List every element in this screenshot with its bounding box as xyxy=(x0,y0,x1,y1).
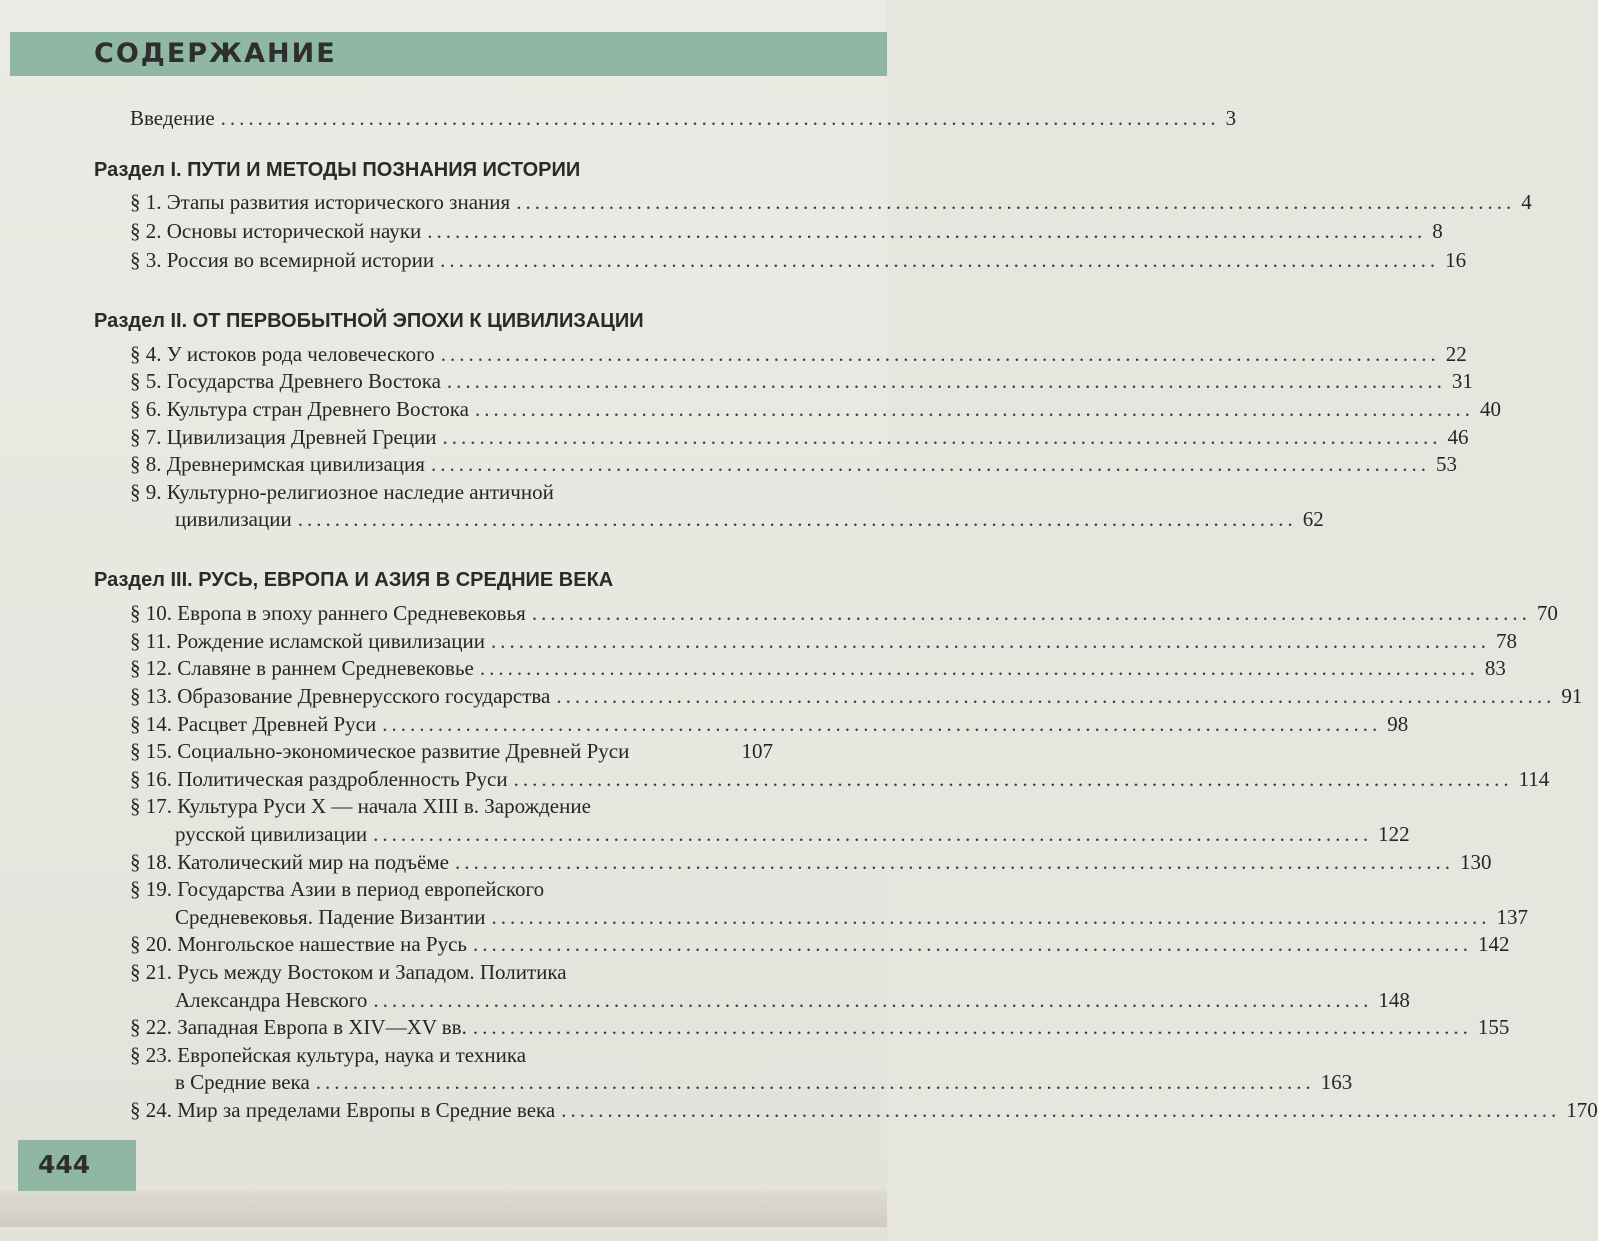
toc-entry[interactable] xyxy=(130,736,773,766)
dot-leader: ............................................................................................................ xyxy=(430,452,1430,476)
toc-entry-label: § 5. Государства Древнего Востока xyxy=(130,369,441,393)
toc-entry-label: § 22. Западная Европа в XIV—XV вв. xyxy=(130,1015,467,1039)
toc-entry-continuation[interactable] xyxy=(175,1067,1353,1097)
dot-leader: ............................................................................................................ xyxy=(491,905,1491,929)
toc-entry[interactable] xyxy=(130,598,1558,628)
dot-leader: ............................................................................................................ xyxy=(442,425,1442,449)
dot-leader: ............................................................................................................ xyxy=(556,684,1556,708)
toc-entry[interactable] xyxy=(130,1095,1598,1125)
dot-leader: ............................................................................................................ xyxy=(454,850,1454,874)
toc-entry-label: § 24. Мир за пределами Европы в Средние века xyxy=(130,1098,556,1122)
toc-page-number: 70 xyxy=(1536,601,1558,625)
toc-page-number: 114 xyxy=(1518,767,1550,791)
toc-entry[interactable] xyxy=(130,245,1467,275)
dot-leader: ............................................................................................................ xyxy=(472,1015,1472,1039)
toc-page-number: 98 xyxy=(1387,712,1409,736)
dot-leader: ............................................................................................................ xyxy=(446,369,1446,393)
toc-entry-label: § 10. Европа в эпоху раннего Средневековья xyxy=(130,601,526,625)
toc-entry-first-line[interactable]: § 23. Европейская культура, наука и техника xyxy=(130,1043,527,1067)
toc-page-number: 137 xyxy=(1496,905,1528,929)
toc-page-number: 22 xyxy=(1445,342,1467,366)
toc-page-number: 4 xyxy=(1521,190,1532,214)
dot-leader: ............................................................................................................ xyxy=(516,190,1516,214)
toc-entry-label: § 13. Образование Древнерусского государства xyxy=(130,684,551,708)
toc-entry[interactable] xyxy=(130,1012,1510,1042)
toc-entry[interactable] xyxy=(130,653,1506,683)
toc-entry[interactable] xyxy=(130,394,1501,424)
toc-page-number: 122 xyxy=(1378,822,1410,846)
toc-entry-continuation[interactable] xyxy=(175,504,1324,534)
toc-entry-continuation[interactable] xyxy=(175,819,1410,849)
toc-entry-continuation[interactable] xyxy=(175,902,1528,932)
toc-entry[interactable] xyxy=(130,187,1532,217)
toc-entry-continuation[interactable] xyxy=(175,985,1410,1015)
toc-entry[interactable] xyxy=(130,929,1510,959)
toc-page-number: 83 xyxy=(1484,656,1506,680)
toc-entry-label: русской цивилизации xyxy=(175,822,368,846)
toc-entry-label: § 11. Рождение исламской цивилизации xyxy=(130,629,485,653)
toc-page-number: 142 xyxy=(1477,932,1510,956)
dot-leader: ............................................................................................................ xyxy=(220,106,1220,130)
toc-entry[interactable] xyxy=(130,366,1473,396)
section-heading-1: Раздел I. ПУТИ И МЕТОДЫ ПОЗНАНИЯ ИСТОРИИ xyxy=(94,159,581,181)
toc-entry-label: § 2. Основы исторической науки xyxy=(130,219,422,243)
toc-entry[interactable] xyxy=(130,449,1457,479)
dot-leader: ............................................................................................................ xyxy=(531,601,1531,625)
toc-entry-label: цивилизации xyxy=(175,507,292,531)
toc-page-number: 170 xyxy=(1566,1098,1598,1122)
dot-leader: ............................................................................................................ xyxy=(297,507,1297,531)
toc-entry[interactable] xyxy=(130,709,1409,739)
dot-leader: ............................................................................................................ xyxy=(373,822,1373,846)
toc-entry[interactable] xyxy=(130,764,1550,794)
toc-entry-label: § 6. Культура стран Древнего Востока xyxy=(130,397,469,421)
page-title: СОДЕРЖАНИЕ xyxy=(94,38,337,69)
section-heading-2: Раздел II. ОТ ПЕРВОБЫТНОЙ ЭПОХИ К ЦИВИЛИЗАЦИИ xyxy=(94,310,644,332)
toc-entry-label: § 1. Этапы развития исторического знания xyxy=(130,190,511,214)
toc-entry-first-line[interactable]: § 19. Государства Азии в период европейского xyxy=(130,877,545,901)
page-number: 444 xyxy=(38,1150,91,1179)
toc-page-number: 91 xyxy=(1561,684,1583,708)
dot-leader: ............................................................................................................ xyxy=(315,1070,1315,1094)
toc-entry-label: Александра Невского xyxy=(175,988,368,1012)
toc-entry-label: § 7. Цивилизация Древней Греции xyxy=(130,425,437,449)
dot-leader: ............................................................................................................ xyxy=(373,988,1373,1012)
toc-page-number: 148 xyxy=(1378,988,1410,1012)
toc-entry[interactable] xyxy=(130,422,1469,452)
dot-leader: ............................................................................................................ xyxy=(440,248,1440,272)
toc-page-number: 8 xyxy=(1432,219,1443,243)
toc-entry-label: Средневековья. Падение Византии xyxy=(175,905,486,929)
toc-entry-label: § 15. Социально-экономическое развитие Древней Руси xyxy=(130,739,630,763)
toc-page-number: 130 xyxy=(1459,850,1492,874)
toc-page-number: 40 xyxy=(1479,397,1501,421)
toc-entry-label: § 4. У истоков рода человеческого xyxy=(130,342,435,366)
toc-entry-label: § 8. Древнеримская цивилизация xyxy=(130,452,425,476)
toc-page-number: 155 xyxy=(1477,1015,1510,1039)
toc-entry-first-line[interactable]: § 9. Культурно-религиозное наследие античной xyxy=(130,480,554,504)
dot-leader: ............................................................................................................ xyxy=(474,397,1474,421)
toc-entry-label: § 18. Католический мир на подъёме xyxy=(130,850,449,874)
toc-page-number: 53 xyxy=(1435,452,1457,476)
toc-entry-first-line[interactable]: § 21. Русь между Востоком и Западом. Политика xyxy=(130,960,567,984)
toc-entry-intro[interactable] xyxy=(130,103,1237,133)
toc-entry-label: § 20. Монгольское нашествие на Русь xyxy=(130,932,467,956)
toc-entry[interactable] xyxy=(130,626,1517,656)
toc-entry-label: § 16. Политическая раздробленность Руси xyxy=(130,767,508,791)
dot-leader: ............................................................................................................ xyxy=(440,342,1440,366)
toc-entry-label: Введение xyxy=(130,106,215,130)
toc-entry-label: в Средние века xyxy=(175,1070,310,1094)
toc-entry[interactable] xyxy=(130,216,1443,246)
toc-entry-label: § 3. Россия во всемирной истории xyxy=(130,248,435,272)
toc-page-number: 62 xyxy=(1302,507,1324,531)
section-heading-3: Раздел III. РУСЬ, ЕВРОПА И АЗИЯ В СРЕДНИЕ ВЕКА xyxy=(94,569,614,591)
dot-leader: ............................................................................................................ xyxy=(513,767,1513,791)
page-bottom-edge xyxy=(0,1191,887,1227)
dot-leader: ............................................................................................................ xyxy=(490,629,1490,653)
dot-leader: ............................................................................................................ xyxy=(382,712,1382,736)
toc-entry-first-line[interactable]: § 17. Культура Руси X — начала XIII в. Зарождение xyxy=(130,794,591,818)
toc-page-number: 46 xyxy=(1447,425,1469,449)
toc-entry-label: § 14. Расцвет Древней Руси xyxy=(130,712,377,736)
toc-page-number: 31 xyxy=(1451,369,1473,393)
dot-leader: ............................................................................................................ xyxy=(561,1098,1561,1122)
dot-leader: ............................................................................................................ xyxy=(472,932,1472,956)
toc-entry[interactable] xyxy=(130,339,1467,369)
toc-entry[interactable] xyxy=(130,847,1492,877)
toc-page-number: 3 xyxy=(1225,106,1237,130)
dot-leader: ............................................................................................................ xyxy=(479,656,1479,680)
toc-page-number: 16 xyxy=(1445,248,1467,272)
toc-entry[interactable] xyxy=(130,681,1583,711)
toc-page-number: 107 xyxy=(741,739,773,763)
dot-leader: ............................................................................................................ xyxy=(427,219,1427,243)
toc-page-number: 78 xyxy=(1495,629,1517,653)
toc-entry-label: § 12. Славяне в раннем Средневековье xyxy=(130,656,474,680)
toc-page-number: 163 xyxy=(1320,1070,1353,1094)
